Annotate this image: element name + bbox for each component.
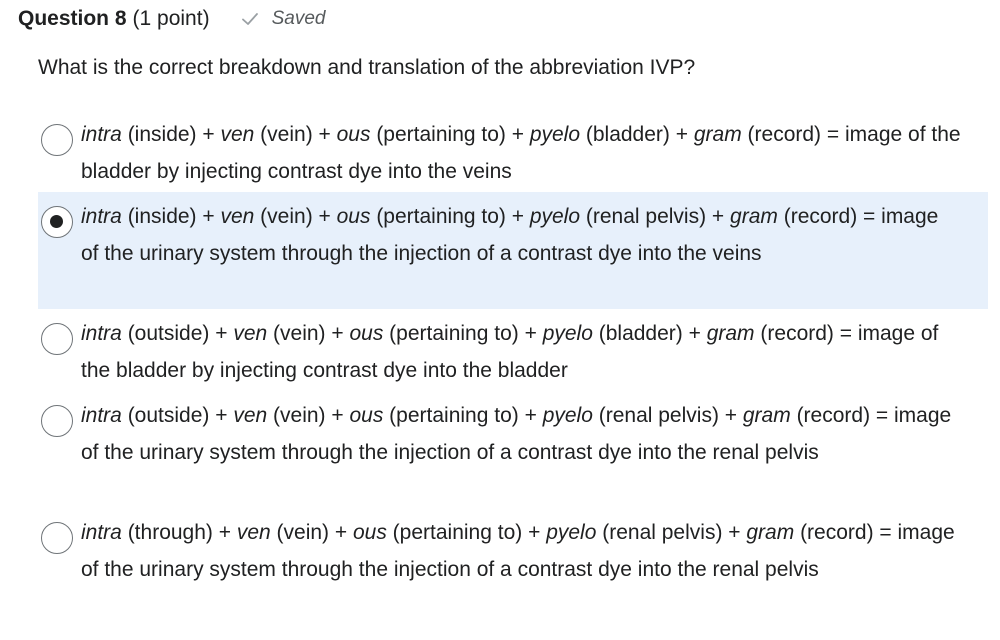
answer-option-4-text <box>81 397 961 471</box>
gloss: (record) = image of the urinary system through the injection of a contrast dye into the renal pelvis <box>81 521 955 581</box>
radio-button-4[interactable] <box>41 405 73 437</box>
term-combining-form: pyelo <box>542 404 593 427</box>
term-combining-form: pyelo <box>546 521 597 544</box>
term-root: ven <box>233 322 268 345</box>
saved-label: Saved <box>271 8 326 29</box>
term-root: ven <box>220 205 255 228</box>
term-suffix: ous <box>349 404 384 427</box>
term-prefix: intra <box>81 404 122 427</box>
term-suffix: ous <box>349 322 384 345</box>
gloss: (inside) + <box>121 205 221 228</box>
answer-option-2[interactable] <box>38 192 988 309</box>
question-header <box>18 4 325 34</box>
gloss: (record) = image of the bladder by injecting contrast dye into the bladder <box>81 322 939 382</box>
answer-option-1-text <box>81 116 961 190</box>
term-prefix: intra <box>81 521 122 544</box>
term-suffix: gram <box>730 205 778 228</box>
gloss: (vein) + <box>254 205 337 228</box>
gloss: (bladder) + <box>592 322 707 345</box>
gloss: (outside) + <box>121 322 234 345</box>
term-prefix: intra <box>81 123 122 146</box>
gloss: (renal pelvis) + <box>580 205 731 228</box>
gloss: (through) + <box>121 521 237 544</box>
answer-option-5-text <box>81 514 961 588</box>
term-prefix: intra <box>81 322 122 345</box>
gloss: (pertaining to) + <box>370 205 530 228</box>
gloss: (vein) + <box>267 322 350 345</box>
radio-button-3[interactable] <box>41 323 73 355</box>
radio-button-1[interactable] <box>41 124 73 156</box>
question-text: What is the correct breakdown and translation of the abbreviation IVP? <box>38 56 696 79</box>
saved-status <box>240 8 326 30</box>
gloss: (outside) + <box>121 404 234 427</box>
answer-option-1[interactable] <box>38 110 988 192</box>
answer-option-2-text <box>81 198 961 272</box>
answer-option-3-text <box>81 315 961 389</box>
term-suffix: ous <box>352 521 387 544</box>
term-root: ven <box>233 404 268 427</box>
term-suffix: ous <box>336 123 371 146</box>
answer-option-4[interactable] <box>38 391 988 508</box>
check-icon <box>240 9 260 29</box>
gloss: (renal pelvis) + <box>596 521 747 544</box>
radio-button-5[interactable] <box>41 522 73 554</box>
gloss: (record) = image of the bladder by injecting contrast dye into the veins <box>81 123 961 183</box>
gloss: (record) = image of the urinary system through the injection of a contrast dye into the veins <box>81 205 939 265</box>
term-suffix: gram <box>706 322 755 345</box>
term-combining-form: pyelo <box>542 322 593 345</box>
gloss: (record) = image of the urinary system through the injection of a contrast dye into the renal pelvis <box>81 404 952 464</box>
gloss: (renal pelvis) + <box>592 404 743 427</box>
gloss: (bladder) + <box>580 123 694 146</box>
gloss: (pertaining to) + <box>383 322 543 345</box>
term-combining-form: pyelo <box>529 205 581 228</box>
term-combining-form: pyelo <box>529 123 581 146</box>
gloss: (inside) + <box>121 123 221 146</box>
answer-option-5[interactable] <box>38 508 988 625</box>
question-points: (1 point) <box>132 7 210 30</box>
term-prefix: intra <box>81 205 122 228</box>
gloss: (vein) + <box>267 404 350 427</box>
answer-option-3[interactable] <box>38 309 988 391</box>
gloss: (pertaining to) + <box>383 404 543 427</box>
gloss: (vein) + <box>254 123 337 146</box>
answer-options <box>38 110 988 625</box>
term-root: ven <box>236 521 271 544</box>
radio-button-2[interactable] <box>41 206 73 238</box>
gloss: (pertaining to) + <box>386 521 547 544</box>
term-suffix: ous <box>336 205 371 228</box>
term-suffix: gram <box>693 123 742 146</box>
gloss: (vein) + <box>270 521 353 544</box>
question-title: Question 8 <box>18 7 127 30</box>
term-suffix: gram <box>746 521 795 544</box>
gloss: (pertaining to) + <box>370 123 530 146</box>
term-suffix: gram <box>742 404 791 427</box>
term-root: ven <box>220 123 255 146</box>
